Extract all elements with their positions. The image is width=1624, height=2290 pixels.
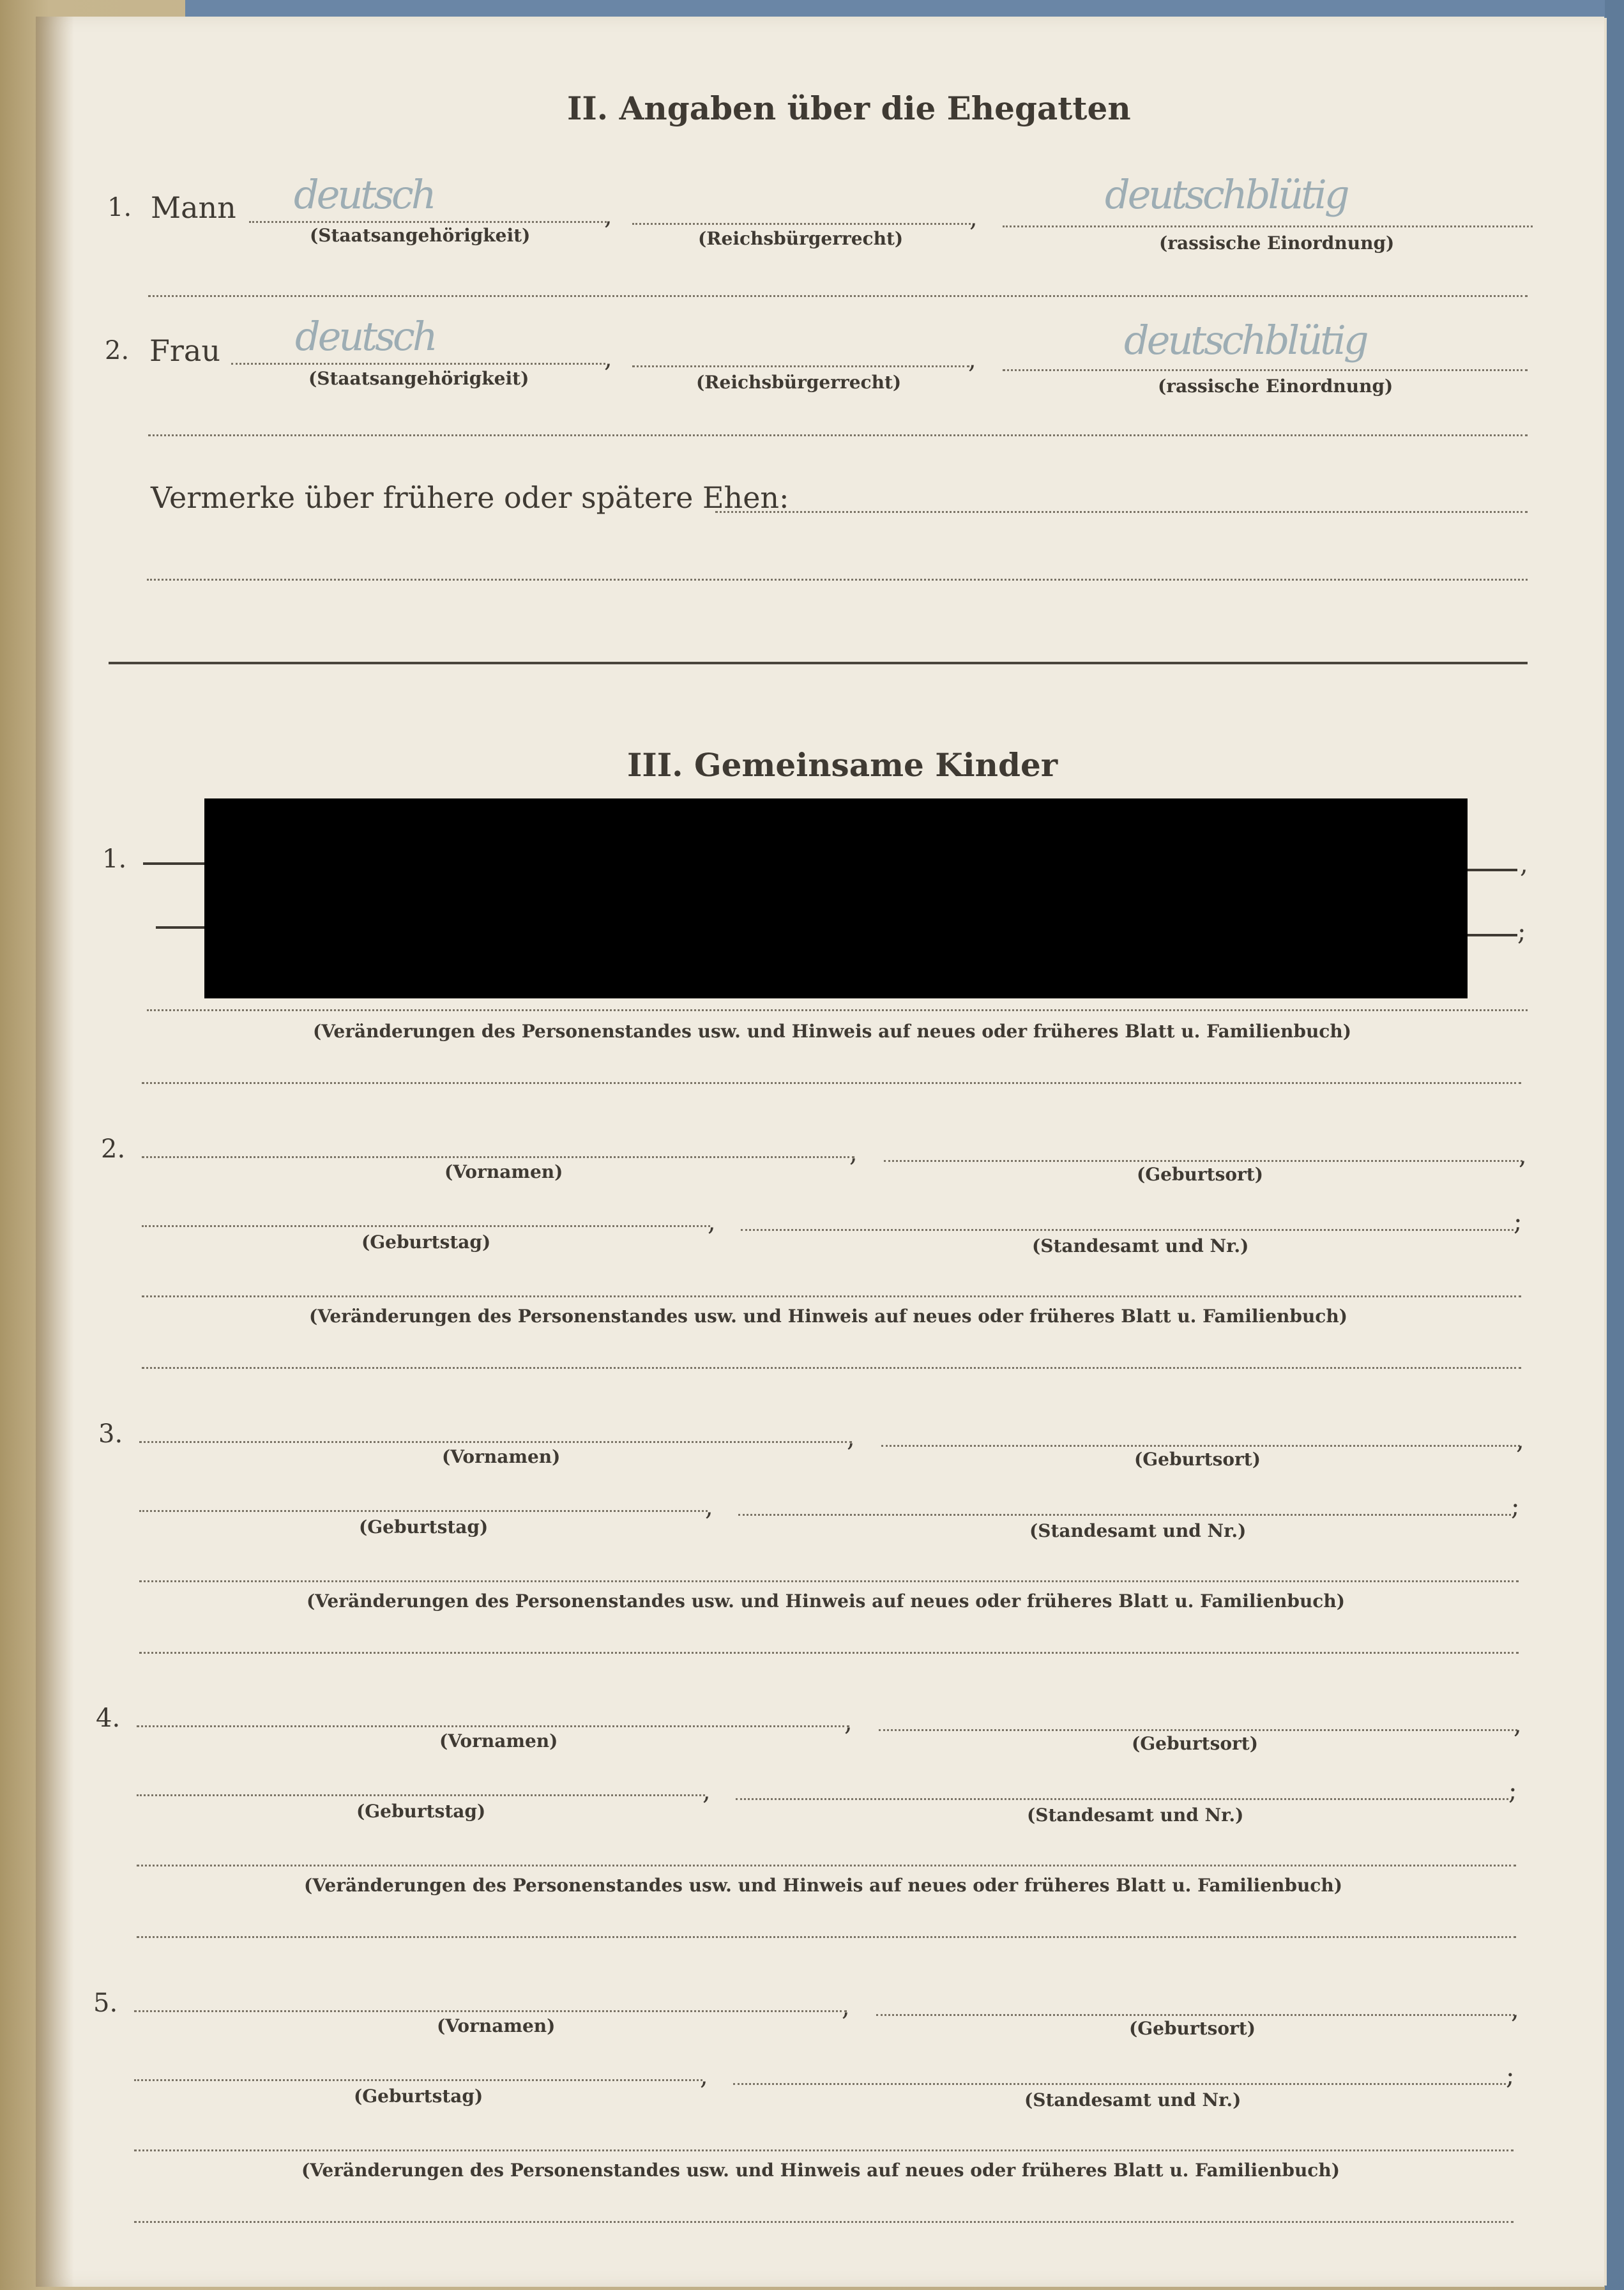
child-changes-line[interactable]: [134, 2149, 1514, 2151]
vornamen-caption: (Vornamen): [439, 1730, 558, 1752]
vornamen-caption: (Vornamen): [437, 2015, 556, 2036]
standesamt-caption: (Standesamt und Nr.): [1029, 1520, 1247, 1541]
child-geburtsort-line[interactable]: [879, 1729, 1517, 1731]
geburtsort-caption: (Geburtsort): [1132, 1733, 1258, 1754]
child-geburtsort-line[interactable]: [876, 2014, 1515, 2016]
frau-number: 2.: [105, 336, 130, 365]
child-number: 3.: [98, 1419, 123, 1449]
geburtstag-caption: (Geburtstag): [361, 1232, 491, 1253]
child-geburtsort-line[interactable]: [884, 1160, 1522, 1162]
child-vornamen-line[interactable]: [142, 1156, 854, 1158]
frau-reichsbuergerrecht-line[interactable]: [632, 365, 969, 367]
mann-extra-line[interactable]: [148, 295, 1528, 297]
frau-extra-line[interactable]: [148, 434, 1528, 436]
child-changes-line[interactable]: [139, 1580, 1519, 1582]
geburtsort-caption: (Geburtsort): [1129, 2018, 1256, 2039]
child-geburtstag-line[interactable]: [139, 1510, 708, 1512]
vornamen-caption: (Vornamen): [442, 1446, 561, 1467]
spine-shadow: [36, 17, 74, 2287]
section-3-title: III. Gemeinsame Kinder: [627, 746, 1058, 784]
vornamen-caption: (Vornamen): [444, 1161, 563, 1182]
child-geburtstag-line[interactable]: [134, 2079, 702, 2081]
child-1-extra-line[interactable]: [142, 1082, 1521, 1084]
frau-rassische-line[interactable]: [1003, 369, 1528, 371]
child-1-changes-line[interactable]: [147, 1009, 1528, 1011]
standesamt-caption: (Standesamt und Nr.): [1027, 1805, 1244, 1826]
vermerke-line-2[interactable]: [147, 579, 1528, 581]
child-extra-line[interactable]: [137, 1936, 1516, 1938]
changes-caption: (Veränderungen des Personenstandes usw. und Hinweis auf neues oder früheres Blatt u. Familienbuch): [309, 1306, 1347, 1327]
geburtstag-caption: (Geburtstag): [359, 1516, 489, 1538]
standesamt-caption: (Standesamt und Nr.): [1024, 2089, 1241, 2111]
book-cover-right: [1605, 0, 1624, 2290]
frau-staatsangehoerigkeit-line[interactable]: [231, 363, 605, 365]
vermerke-label: Vermerke über frühere oder spätere Ehen:: [151, 480, 789, 515]
vermerke-line-1[interactable]: [715, 511, 1528, 513]
child-standesamt-line[interactable]: [738, 1514, 1511, 1516]
mann-number: 1.: [107, 193, 132, 222]
child-standesamt-line[interactable]: [736, 1798, 1508, 1800]
child-standesamt-line[interactable]: [741, 1229, 1514, 1231]
child-vornamen-line[interactable]: [139, 1441, 852, 1443]
redaction-block: [204, 798, 1468, 998]
child-1-changes-caption: (Veränderungen des Personenstandes usw. und Hinweis auf neues oder früheres Blatt u. Familienbuch): [313, 1021, 1351, 1042]
mann-staatsangehoerigkeit-value: deutsch: [294, 171, 434, 218]
child-number: 5.: [93, 1988, 118, 2018]
child-extra-line[interactable]: [142, 1367, 1521, 1369]
geburtsort-caption: (Geburtsort): [1134, 1449, 1261, 1470]
section-2-title: II. Angaben über die Ehegatten: [567, 89, 1131, 127]
child-changes-line[interactable]: [137, 1865, 1516, 1866]
changes-caption: (Veränderungen des Personenstandes usw. und Hinweis auf neues oder früheres Blatt u. Familienbuch): [301, 2160, 1340, 2181]
mann-rassische-line[interactable]: [1003, 225, 1533, 227]
child-vornamen-line[interactable]: [137, 1725, 849, 1727]
frau-rassische-value: deutschblütig: [1124, 317, 1367, 363]
child-number: 4.: [96, 1704, 121, 1733]
child-extra-line[interactable]: [139, 1652, 1519, 1654]
mann-rassische-value: deutschblütig: [1105, 171, 1347, 218]
geburtstag-caption: (Geburtstag): [354, 2086, 483, 2107]
child-changes-line[interactable]: [142, 1295, 1521, 1297]
standesamt-caption: (Standesamt und Nr.): [1032, 1235, 1249, 1256]
mann-reichsbuergerrecht-line[interactable]: [632, 223, 971, 225]
mann-staatsangehoerigkeit-line[interactable]: [249, 221, 607, 223]
section-separator: [109, 662, 1528, 664]
document-page: [36, 17, 1604, 2287]
mann-label: Mann: [151, 190, 236, 225]
geburtstag-caption: (Geburtstag): [356, 1801, 486, 1822]
changes-caption: (Veränderungen des Personenstandes usw. und Hinweis auf neues oder früheres Blatt u. Familienbuch): [304, 1875, 1342, 1896]
child-extra-line[interactable]: [134, 2221, 1514, 2223]
child-geburtstag-line[interactable]: [137, 1794, 705, 1796]
child-number: 2.: [101, 1134, 126, 1164]
child-geburtstag-line[interactable]: [142, 1225, 710, 1227]
geburtsort-caption: (Geburtsort): [1137, 1164, 1263, 1185]
child-geburtsort-line[interactable]: [881, 1445, 1520, 1447]
child-1-number: 1.: [102, 844, 127, 874]
child-standesamt-line[interactable]: [733, 2083, 1506, 2085]
frau-label: Frau: [149, 333, 220, 368]
changes-caption: (Veränderungen des Personenstandes usw. und Hinweis auf neues oder früheres Blatt u. Familienbuch): [307, 1591, 1345, 1612]
child-vornamen-line[interactable]: [134, 2010, 847, 2012]
frau-staatsangehoerigkeit-value: deutsch: [295, 313, 436, 360]
